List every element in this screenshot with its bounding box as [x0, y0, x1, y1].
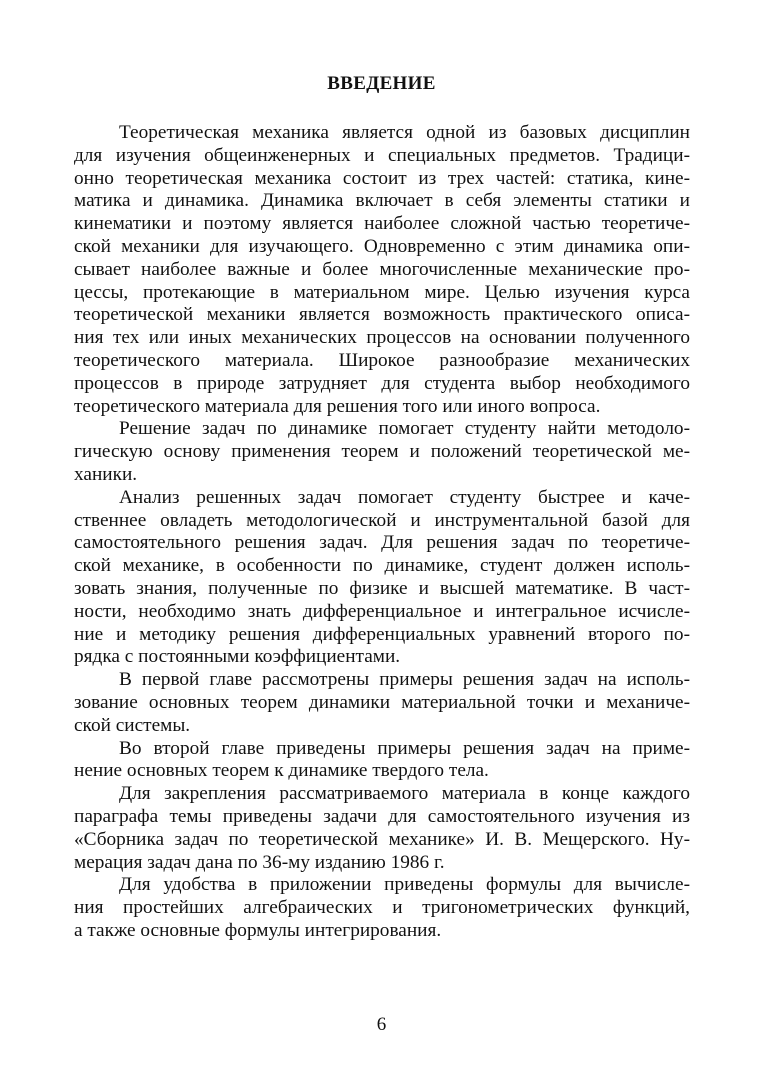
text-line: процессов в природе затрудняет для студента выбор необходимого — [74, 372, 690, 394]
body-text — [74, 122, 690, 943]
text-line: Во второй главе приведены примеры решения задач на приме- — [119, 737, 690, 759]
text-line: ской механике, в особенности по динамике, студент должен исполь- — [74, 555, 690, 577]
paragraph — [74, 487, 690, 669]
text-line: Решение задач по динамике помогает студенту найти методоло- — [119, 418, 690, 440]
text-line: параграфа темы приведены задачи для самостоятельного изучения из — [74, 805, 690, 827]
paragraph — [74, 418, 690, 486]
paragraph — [74, 874, 690, 942]
text-line: теоретического материала для решения того или иного вопроса. — [74, 395, 601, 417]
paragraph — [74, 669, 690, 737]
page-number: 6 — [376, 1014, 387, 1035]
text-line: Теоретическая механика является одной из базовых дисциплин — [119, 122, 690, 143]
text-line: Анализ решенных задач помогает студенту быстрее и каче- — [119, 486, 690, 508]
text-line: рядка с постоянными коэффициентами. — [74, 646, 401, 668]
text-line: гическую основу применения теорем и положений теоретической ме- — [74, 441, 690, 463]
paragraph — [74, 783, 690, 874]
page-title: ВВЕДЕНИЕ — [327, 73, 436, 94]
text-line: теоретической механики является возможность практического описа- — [74, 304, 690, 326]
text-line: нение основных теорем к динамике твердого тела. — [74, 760, 489, 782]
paragraph — [74, 738, 690, 784]
text-line: Для удобства в приложении приведены формулы для вычисле- — [119, 874, 690, 896]
text-line: для изучения общеинженерных и специальных предметов. Традици- — [74, 144, 690, 166]
text-line: онно теоретическая механика состоит из трех частей: статика, кине- — [74, 167, 690, 189]
text-line: теоретического материала. Широкое разнообразие механических — [74, 349, 690, 371]
text-line: мерация задач дана по 36-му изданию 1986 г. — [74, 851, 445, 873]
text-line: кинематики и поэтому является наиболее сложной частью теоретиче- — [74, 213, 690, 235]
text-line: сывает наиболее важные и более многочисленные механические про- — [74, 258, 690, 280]
text-line: ния простейших алгебраических и тригонометрических функций, — [74, 897, 690, 919]
text-line: зовать знания, полученные по физике и высшей математике. В част- — [74, 577, 690, 599]
paragraph — [74, 122, 690, 418]
text-line: ния тех или иных механических процессов на основании полученного — [74, 327, 690, 349]
text-line: ханики. — [74, 463, 138, 485]
text-line: В первой главе рассмотрены примеры решения задач на исполь- — [119, 669, 690, 691]
text-line: цессы, протекающие в материальном мире. Целью изучения курса — [74, 281, 690, 303]
text-line: ской механики для изучающего. Одновременно с этим динамика опи- — [74, 235, 690, 257]
text-line: ние и методику решения дифференциальных уравнений второго по- — [74, 623, 690, 645]
text-line: а также основные формулы интегрирования. — [74, 919, 442, 941]
text-line: ности, необходимо знать дифференциальное и интегральное исчисле- — [74, 600, 690, 622]
text-line: Для закрепления рассматриваемого материала в конце каждого — [119, 783, 690, 805]
text-line: ственнее овладеть методологической и инструментальной базой для — [74, 509, 690, 531]
text-line: ской системы. — [74, 714, 191, 736]
text-line: зование основных теорем динамики материальной точки и механиче- — [74, 691, 690, 713]
text-line: матика и динамика. Динамика включает в себя элементы статики и — [74, 190, 690, 212]
text-line: самостоятельного решения задач. Для решения задач по теоретиче- — [74, 532, 690, 554]
text-line: «Сборника задач по теоретической механике» И. В. Мещерского. Ну- — [74, 828, 690, 850]
